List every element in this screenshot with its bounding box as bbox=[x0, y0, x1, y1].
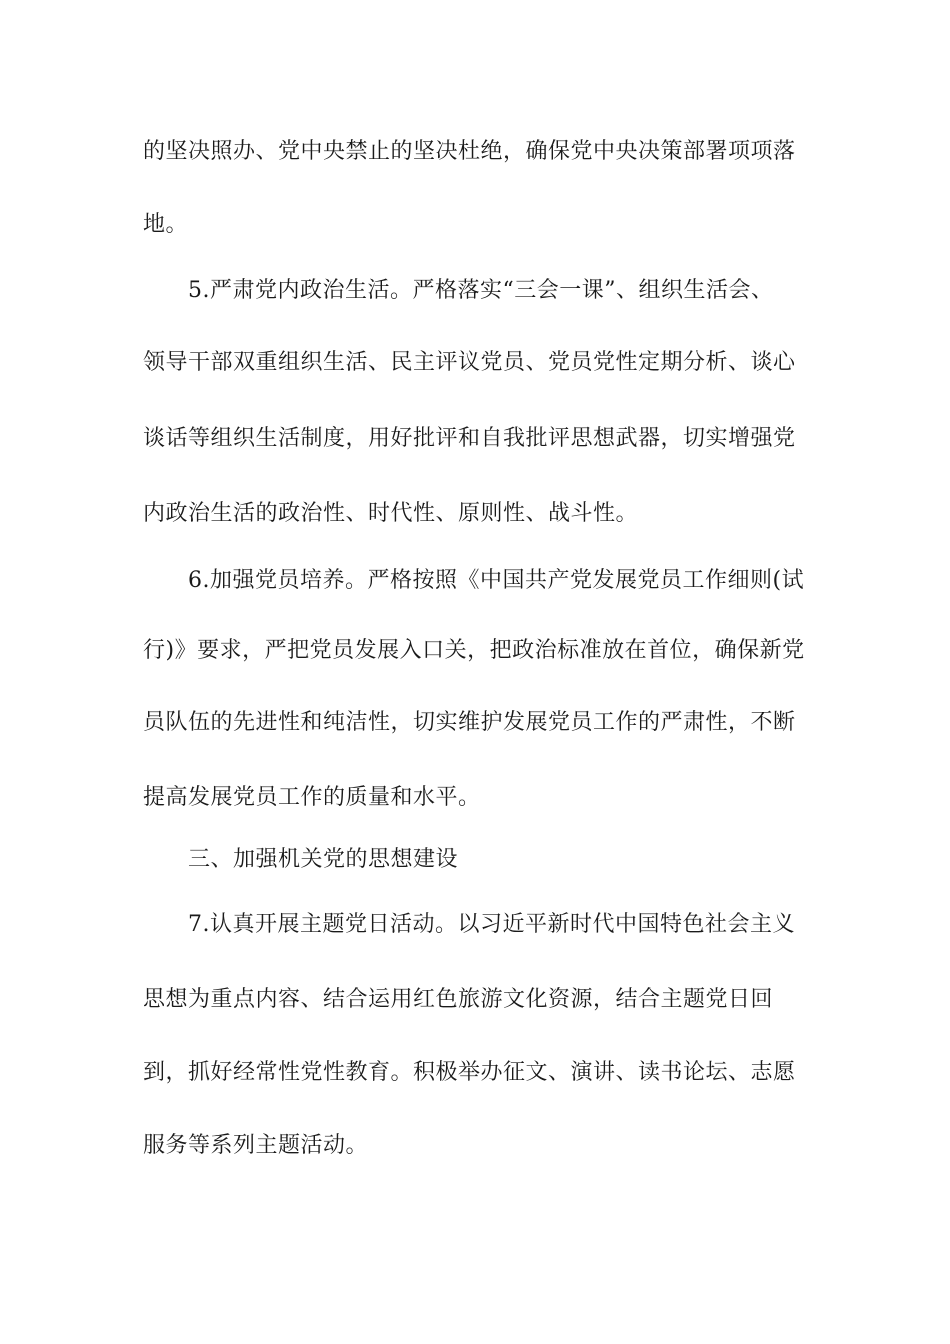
paragraph-line: 谈话等组织生活制度，用好批评和自我批评思想武器，切实增强党 bbox=[143, 426, 796, 451]
paragraph-line: 地。 bbox=[143, 212, 189, 237]
paragraph-line: 6.加强党员培养。严格按照《中国共产党发展党员工作细则(试 bbox=[188, 568, 805, 593]
paragraph-line: 服务等系列主题活动。 bbox=[143, 1133, 369, 1158]
paragraph-line: 的坚决照办、党中央禁止的坚决杜绝，确保党中央决策部署项项落 bbox=[143, 139, 796, 164]
section-heading: 三、加强机关党的思想建设 bbox=[188, 847, 459, 872]
paragraph-line: 行)》要求，严把党员发展入口关，把政治标准放在首位，确保新党 bbox=[143, 638, 805, 663]
paragraph-line: 提高发展党员工作的质量和水平。 bbox=[143, 785, 481, 810]
paragraph-line: 7.认真开展主题党日活动。以习近平新时代中国特色社会主义 bbox=[188, 912, 795, 937]
paragraph-line: 思想为重点内容、结合运用红色旅游文化资源，结合主题党日回 bbox=[143, 987, 774, 1012]
paragraph-line: 领导干部双重组织生活、民主评议党员、党员党性定期分析、谈心 bbox=[143, 350, 796, 375]
paragraph-line: 5.严肃党内政治生活。严格落实“三会一课”、组织生活会、 bbox=[188, 278, 774, 303]
paragraph-line: 内政治生活的政治性、时代性、原则性、战斗性。 bbox=[143, 501, 639, 526]
paragraph-line: 员队伍的先进性和纯洁性，切实维护发展党员工作的严肃性，不断 bbox=[143, 710, 796, 735]
paragraph-line: 到，抓好经常性党性教育。积极举办征文、演讲、读书论坛、志愿 bbox=[143, 1060, 796, 1085]
